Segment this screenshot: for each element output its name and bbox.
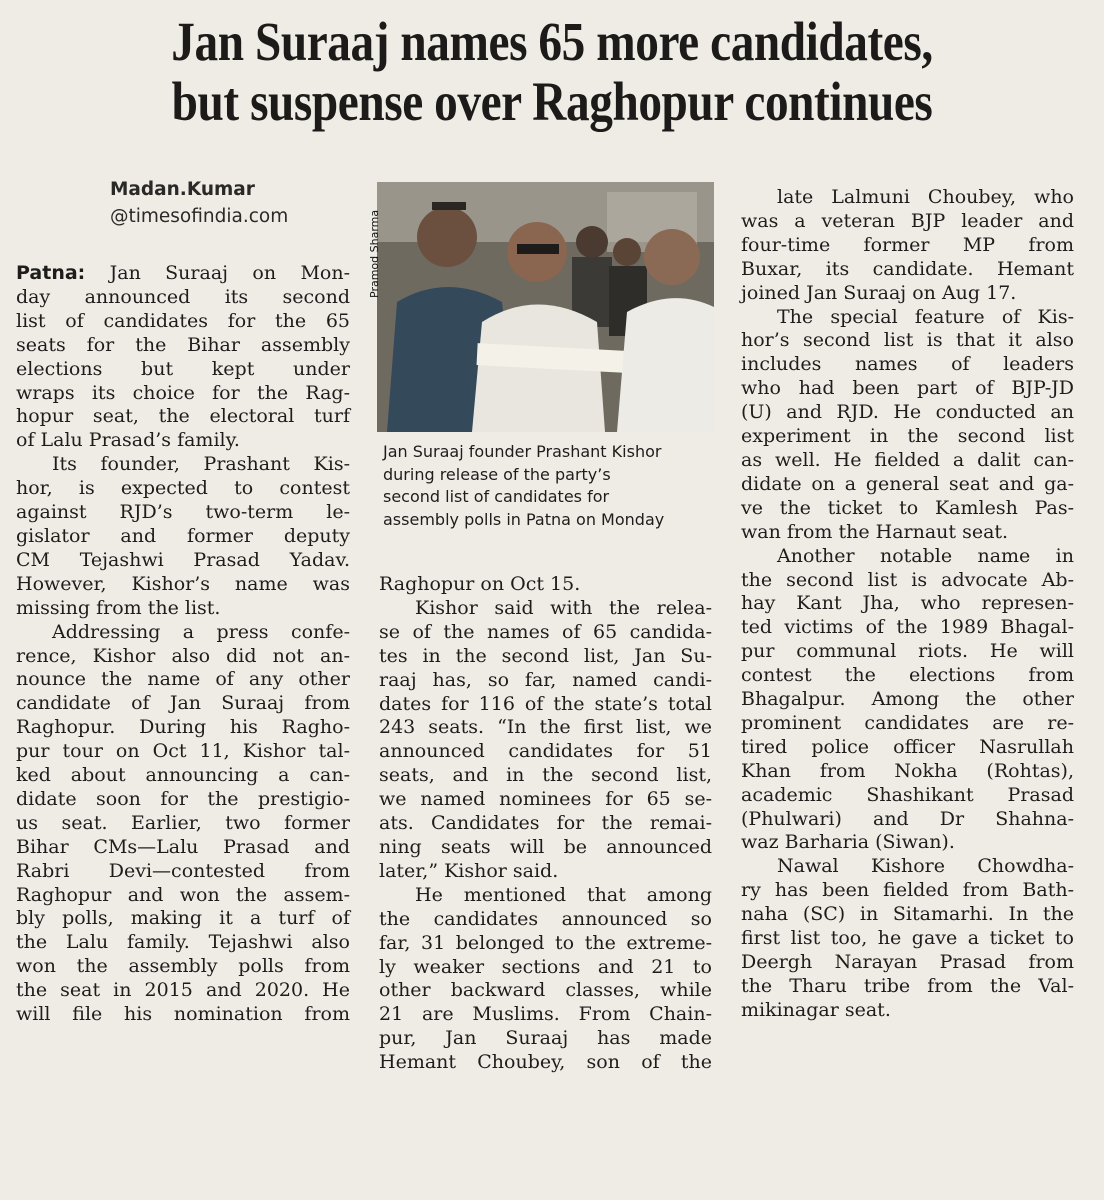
body-line: elections but kept under [16,357,350,380]
body-line: Rabri Devi—contested from [16,859,350,882]
body-line: hay Kant Jha, who represen- [741,592,1074,615]
body-line: won the assembly polls from [16,955,350,978]
photo-caption [383,441,713,531]
body-line: pur tour on Oct 11, Kishor tal- [16,740,350,763]
body-line: However, Kishor’s name was [16,572,350,595]
body-line: Raghopur and won the assem- [16,883,350,906]
body-line: tes in the second list, Jan Su- [379,644,712,667]
body-line: Raghopur on Oct 15. [379,573,581,595]
body-line: Bihar CMs—Lalu Prasad and [16,835,350,858]
caption-line: Jan Suraaj founder Prashant Kishor [383,442,662,461]
body-line: raaj has, so far, named candi- [379,668,712,691]
body-line: Raghopur. During his Ragho- [16,716,350,739]
body-line: four-time former MP from [741,233,1074,256]
paragraph [741,306,1074,545]
body-line: didate soon for the prestigio- [16,787,350,810]
body-line: didate on a general seat and ga- [741,472,1074,495]
news-photo [377,182,714,432]
body-line: ning seats will be announced [379,835,712,858]
body-line: tired police officer Nasrullah [741,735,1074,758]
body-line: who had been part of BJP-JD [741,377,1074,400]
body-line: of Lalu Prasad’s family. [16,429,240,452]
body-line: bly polls, making it a turf of [16,907,350,930]
body-line: CM Tejashwi Prasad Yadav. [16,548,350,571]
body-line: Kishor said with the relea- [415,596,712,619]
body-line: ve the ticket to Kamlesh Pas- [741,496,1074,519]
body-line: 21 are Muslims. From Chain- [379,1003,712,1026]
body-line: day announced its second [16,285,350,308]
body-line: experiment in the second list [741,425,1074,448]
body-line: Buxar, its candidate. Hemant [741,257,1074,280]
body-line: us seat. Earlier, two former [16,811,350,834]
caption-line: assembly polls in Patna on Monday [383,509,665,529]
column-1 [16,262,350,1027]
body-line: the candidates announced so [379,907,712,930]
body-line: se of the names of 65 candida- [379,620,712,643]
body-line: wan from the Harnaut seat. [741,520,1009,543]
body-line: contest the elections from [741,664,1074,687]
body-line: seats for the Bihar assembly [16,333,350,356]
paragraph [741,855,1074,1022]
photo-illustration [377,182,714,432]
body-line: Hemant Choubey, son of the [379,1051,712,1074]
caption-line: during release of the party’s [383,464,611,484]
byline [110,176,288,230]
paragraph [741,186,1074,306]
body-line: gislator and former deputy [16,524,350,547]
body-line: first list too, he gave a ticket to [741,927,1074,950]
paragraph [379,573,712,597]
dateline: Patna: [16,262,86,284]
body-line: Its founder, Prashant Kis- [52,453,350,476]
caption-line: second list of candidates for [383,487,610,507]
body-line: later,” Kishor said. [379,859,559,882]
paragraph [16,262,350,453]
body-line: hor’s second list is that it also [741,329,1074,352]
body-line: Another notable name in [777,544,1074,567]
headline-line: but suspense over Raghopur continues [171,71,933,132]
headline-line: Jan Suraaj names 65 more candidates, [171,11,933,72]
body-line: Patna: Jan Suraaj on Mon- [16,262,350,284]
author-name: Madan.Kumar [110,179,255,200]
body-line: prominent candidates are re- [741,711,1074,734]
body-line: the seat in 2015 and 2020. He [16,979,350,1002]
column-3 [741,186,1074,1023]
body-line: ats. Candidates for the remai- [379,812,712,835]
body-line: late Lalmuni Choubey, who [777,186,1074,208]
paragraph [741,545,1074,856]
headline [98,12,1006,132]
body-line: joined Jan Suraaj on Aug 17. [741,281,1017,304]
body-line: far, 31 belonged to the extreme- [379,931,712,954]
body-line: He mentioned that among [415,883,712,906]
body-line: (Phulwari) and Dr Shahna- [741,807,1074,830]
body-line: ted victims of the 1989 Bhagal- [741,616,1074,639]
body-line: The special feature of Kis- [777,305,1074,328]
body-line: Addressing a press confe- [52,620,350,643]
body-line: will file his nomination from [16,1003,350,1026]
body-line: pur communal riots. He will [741,640,1074,663]
body-line: hor, is expected to contest [16,477,350,500]
body-line: Bhagalpur. Among the other [741,688,1074,711]
body-line: list of candidates for the 65 [16,309,350,332]
body-line: missing from the list. [16,596,221,619]
body-line: rence, Kishor also did not an- [16,644,350,667]
body-line: announced candidates for 51 [379,740,712,763]
body-line: candidate of Jan Suraaj from [16,692,350,715]
body-line: the Tharu tribe from the Val- [741,974,1074,997]
body-line: other backward classes, while [379,979,712,1002]
body-line: we named nominees for 65 se- [379,788,712,811]
paragraph [16,621,350,1027]
photo-credit: Pramod Sharma [368,209,381,299]
paragraph [379,884,712,1075]
body-line: academic Shashikant Prasad [741,783,1074,806]
body-line: waz Barharia (Siwan). [741,831,955,854]
body-line: ked about announcing a can- [16,764,350,787]
body-line: ly weaker sections and 21 to [379,955,712,978]
body-line: 243 seats. “In the first list, we [379,716,712,739]
column-2 [379,573,712,1075]
body-line: ry has been fielded from Bath- [741,879,1074,902]
body-line: naha (SC) in Sitamarhi. In the [741,903,1074,926]
body-line: wraps its choice for the Rag- [16,381,350,404]
body-line: includes names of leaders [741,353,1074,376]
body-line: hopur seat, the electoral turf [16,405,350,428]
body-line: pur, Jan Suraaj has made [379,1027,712,1050]
body-line: nounce the name of any other [16,668,350,691]
body-line: dates for 116 of the state’s total [379,692,712,715]
body-line: Khan from Nokha (Rohtas), [741,759,1074,782]
body-line: the Lalu family. Tejashwi also [16,931,350,954]
body-line: seats, and in the second list, [379,764,712,787]
author-email: @timesofindia.com [110,206,289,227]
body-line: (U) and RJD. He conducted an [741,401,1074,424]
paragraph [379,597,712,884]
body-line: against RJD’s two-term le- [16,501,350,524]
paragraph [16,453,350,620]
body-line: Deergh Narayan Prasad from [741,951,1074,973]
body-line: the second list is advocate Ab- [741,568,1074,591]
body-line: Nawal Kishore Chowdha- [777,855,1074,878]
body-line: was a veteran BJP leader and [741,209,1074,232]
body-line: mikinagar seat. [741,998,891,1021]
body-line: as well. He fielded a dalit can- [741,448,1074,471]
